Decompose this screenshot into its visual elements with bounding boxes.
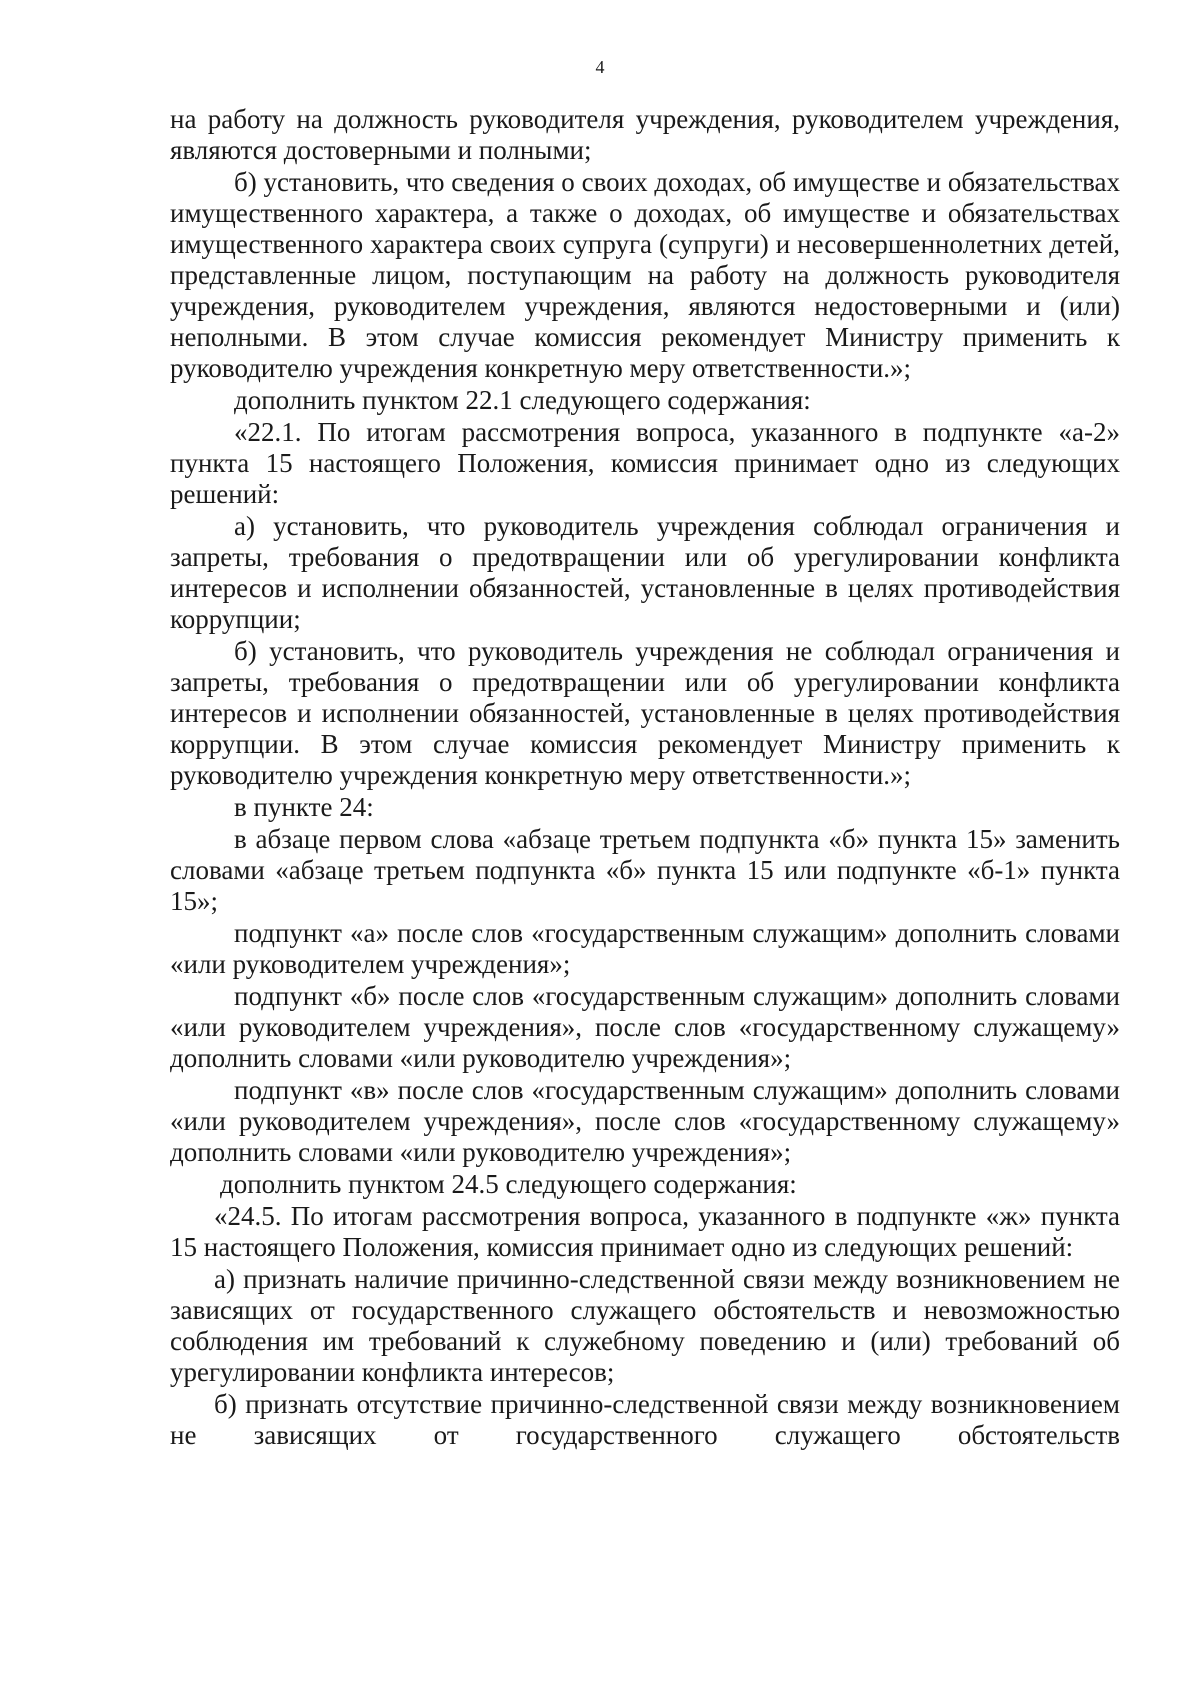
document-body — [170, 104, 1120, 1451]
paragraph: подпункт «в» после слов «государственным служащим» дополнить словами «или руководителем учреждения», после слов «государственному служащему» дополнить словами «или руководителю учреждения»; — [170, 1075, 1120, 1167]
paragraph: в абзаце первом слова «абзаце третьем подпункта «б» пункта 15» заменить словами «абзаце третьем подпункта «б» пункта 15 или подпункте «б-1» пункта 15»; — [170, 824, 1120, 916]
paragraph: а) установить, что руководитель учреждения соблюдал ограничения и запреты, требования о предотвращении или об урегулировании конфликта интересов и исполнении обязанностей, установленные в целях противодействия коррупции; — [170, 511, 1120, 634]
paragraph: на работу на должность руководителя учреждения, руководителем учреждения, являются достоверными и полными; — [170, 104, 1120, 165]
paragraph: дополнить пунктом 22.1 следующего содержания: — [234, 385, 811, 415]
paragraph: подпункт «б» после слов «государственным служащим» дополнить словами «или руководителем учреждения», после слов «государственному служащему» дополнить словами «или руководителю учреждения»; — [170, 981, 1120, 1073]
paragraph: б) установить, что сведения о своих доходах, об имуществе и обязательствах имущественного характера, а также о доходах, об имуществе и обязательствах имущественного характера своих супруга (супруги) и несовершеннолетних детей, представленные лицом, поступающим на работу на должность руководителя учреждения, руководителем учреждения, являются недостоверными и (или) неполными. В этом случае комиссия рекомендует Министру применить к руководителю учреждения конкретную меру ответственности.»; — [170, 167, 1120, 383]
paragraph: б) признать отсутствие причинно-следственной связи между возникновением не зависящих от государственного служащего обстоятельств — [170, 1389, 1120, 1450]
paragraph: подпункт «а» после слов «государственным служащим» дополнить словами «или руководителем учреждения»; — [170, 918, 1120, 979]
paragraph: в пункте 24: — [234, 792, 374, 822]
paragraph: а) признать наличие причинно-следственной связи между возникновением не зависящих от государственного служащего обстоятельств и невозможностью соблюдения им требований к служебному поведению и (или) требований об урегулировании конфликта интересов; — [170, 1264, 1120, 1387]
paragraph: «24.5. По итогам рассмотрения вопроса, указанного в подпункте «ж» пункта 15 настоящего Положения, комиссия принимает одно из следующих решений: — [170, 1201, 1120, 1262]
paragraph: «22.1. По итогам рассмотрения вопроса, указанного в подпункте «а-2» пункта 15 настоящего Положения, комиссия принимает одно из следующих решений: — [170, 417, 1120, 509]
paragraph: дополнить пунктом 24.5 следующего содержания: — [220, 1169, 797, 1199]
paragraph: б) установить, что руководитель учреждения не соблюдал ограничения и запреты, требования о предотвращении или об урегулировании конфликта интересов и исполнении обязанностей, установленные в целях противодействия коррупции. В этом случае комиссия рекомендует Министру применить к руководителю учреждения конкретную меру ответственности.»; — [170, 636, 1120, 790]
page-number: 4 — [595, 57, 605, 77]
